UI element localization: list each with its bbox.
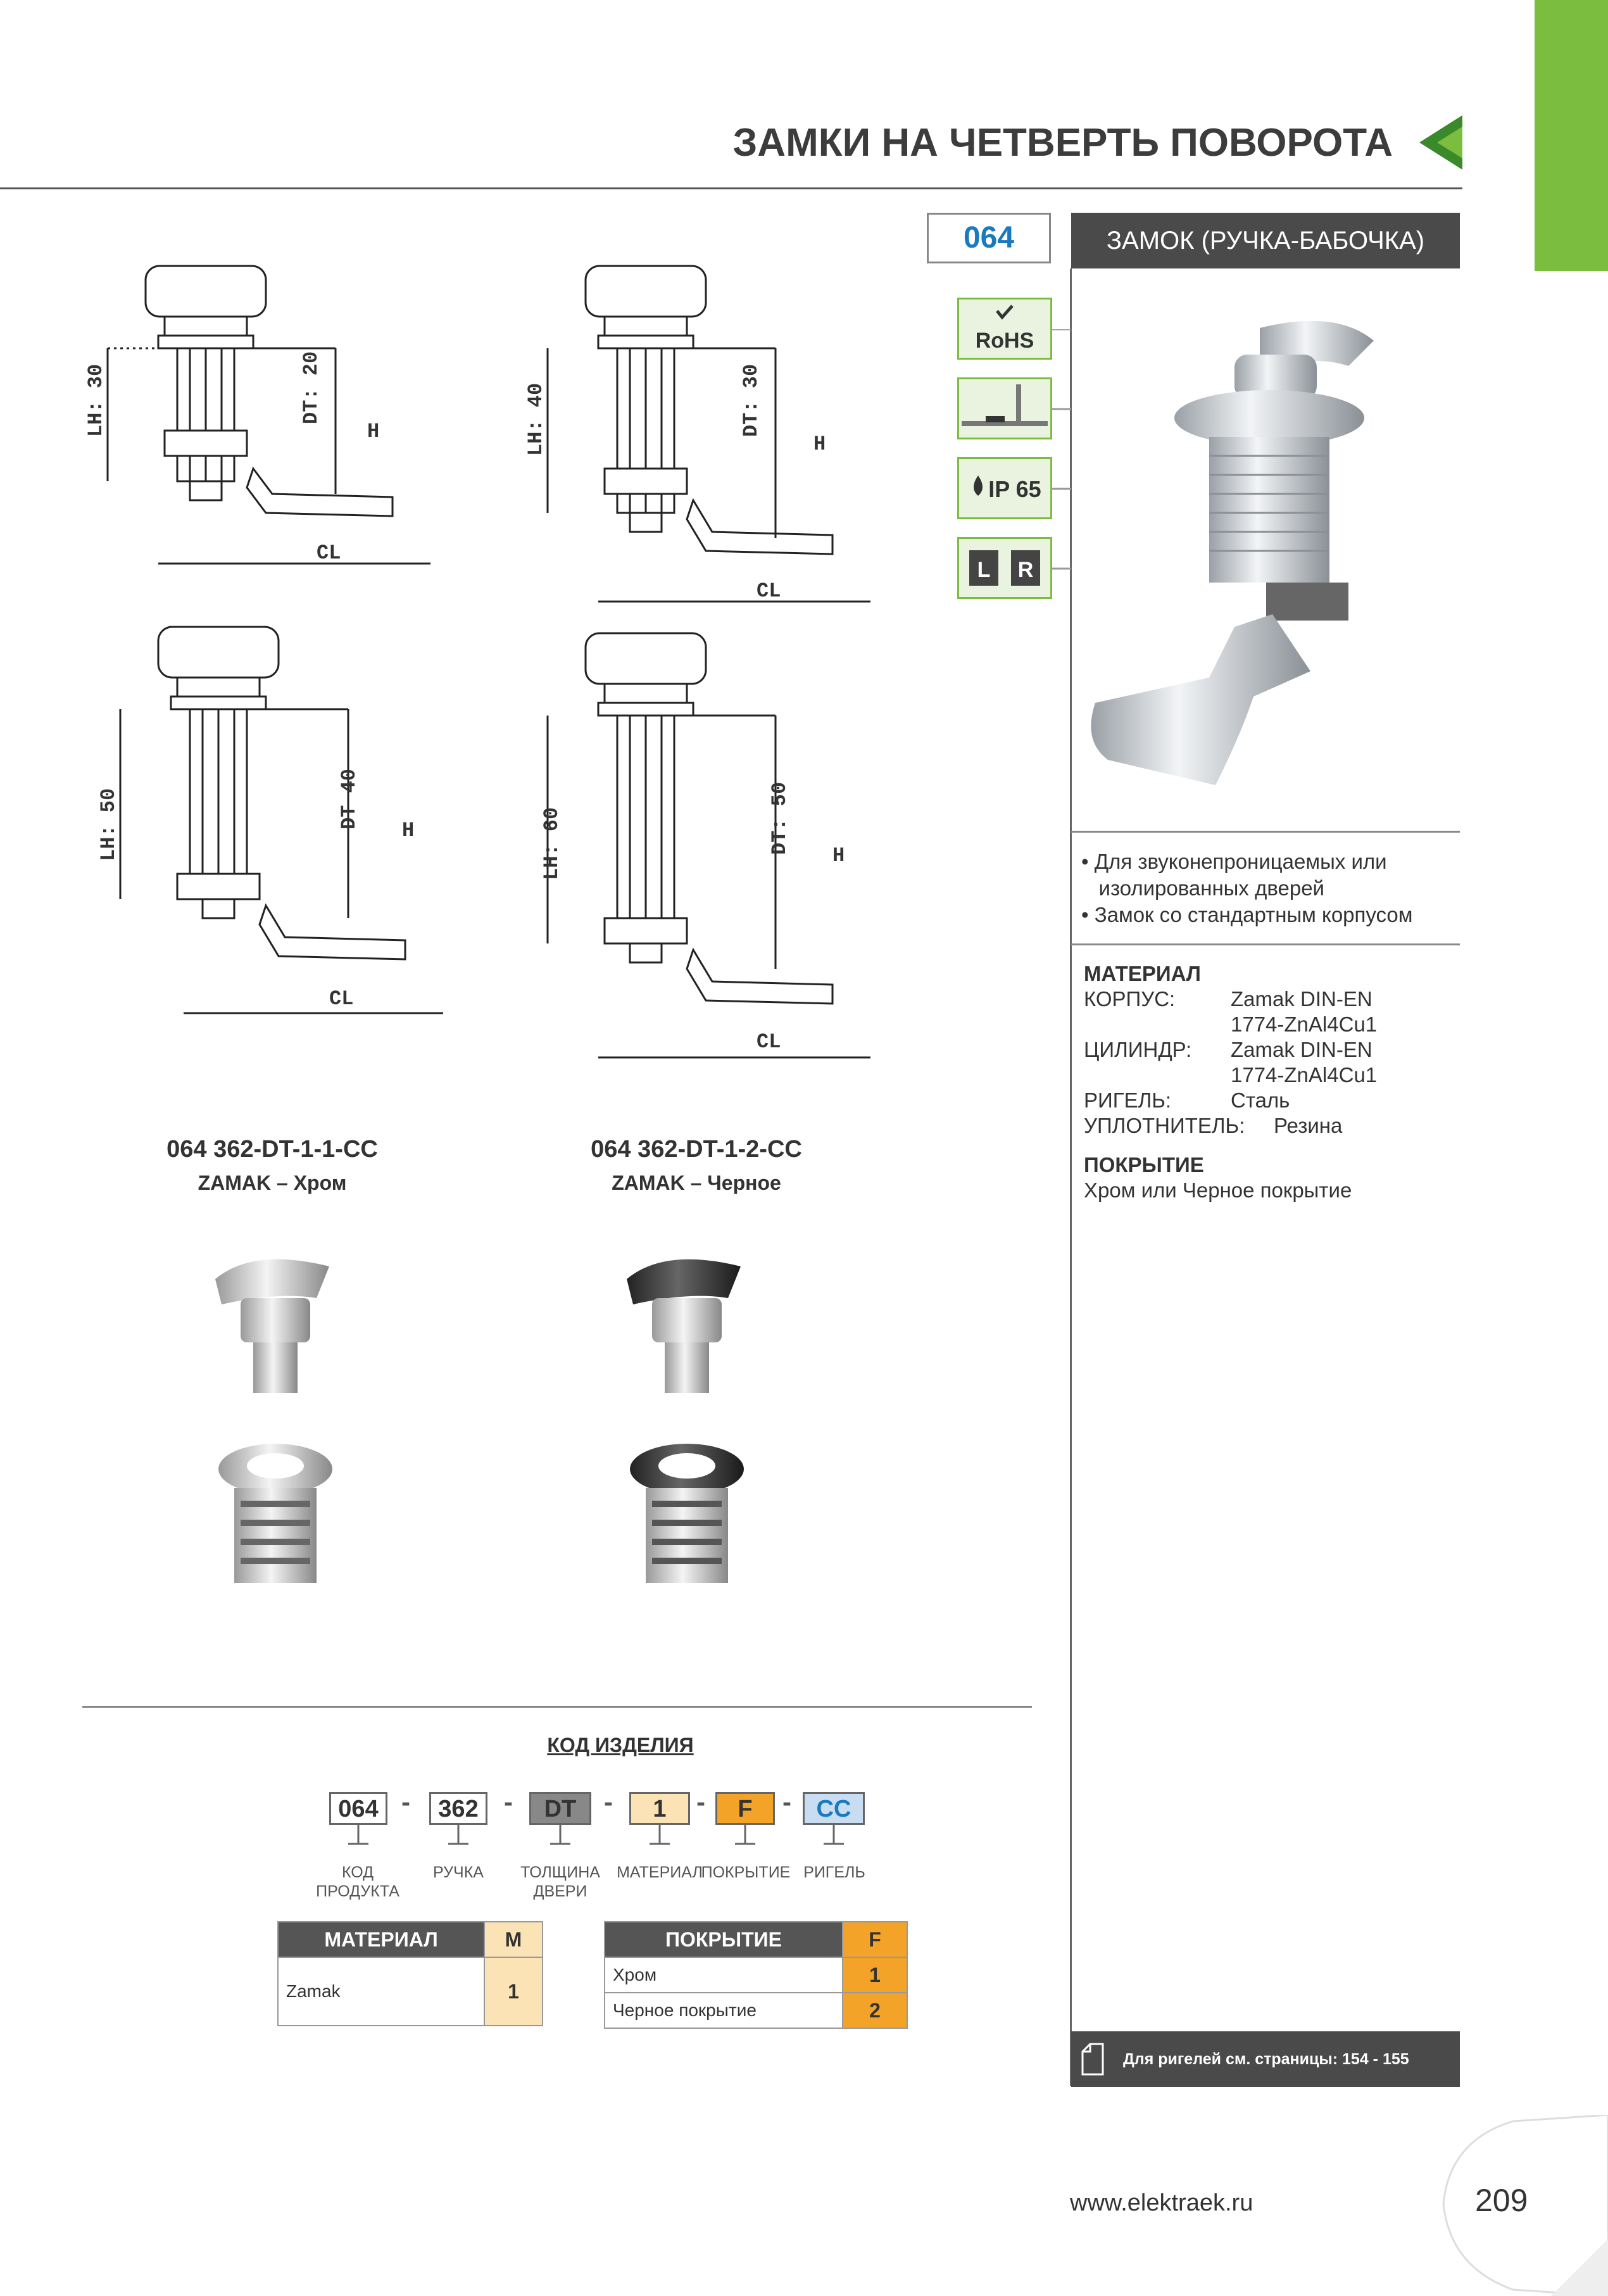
dim-cl: CL [329,987,354,1011]
table-cell: 2 [843,1993,907,2028]
material-key: УПЛОТНИТЕЛЬ: [1084,1114,1245,1137]
material-value: 1774-ZnAl4Cu1 [1231,1012,1378,1036]
feature-item: изолированных дверей [1081,876,1324,900]
dash: - [401,1787,410,1817]
product-name: ЗАМОК (РУЧКА-БАБОЧКА) [1071,213,1460,268]
material-value: Zamak DIN-EN [1231,987,1372,1011]
divider [1071,943,1460,945]
black-housing [630,1444,744,1583]
code-segment: 064 [329,1792,387,1825]
dim-dt: DT 40 [337,768,361,829]
segment-label: РИГЕЛЬ [803,1864,865,1881]
dim-cl: CL [317,541,341,565]
table-header: M [484,1922,543,1957]
dim-lh: LH: 40 [524,382,548,456]
variant-desc: ZAMAK – Черное [612,1171,781,1194]
segment-label: ПОКРЫТИЕ [701,1864,791,1881]
dim-dt: DT: 50 [768,781,791,855]
dim-dt: DT: 20 [299,351,323,424]
coating-title: ПОКРЫТИЕ [1084,1153,1204,1176]
code-segment: DT [529,1792,591,1825]
code-title: КОД ИЗДЕЛИЯ [547,1734,694,1757]
dim-lh: LH: 50 [97,788,120,861]
code-segment: 362 [429,1792,487,1825]
table-cell: Хром [605,1957,843,1993]
feature-item: • Для звуконепроницаемых или [1081,850,1387,873]
section-divider [82,1706,1032,1708]
material-value: Zamak DIN-EN [1231,1038,1372,1061]
dash: - [504,1787,513,1817]
dim-h: H [813,432,826,456]
material-value: Резина [1274,1114,1343,1137]
segment-label: РУЧКА [433,1864,484,1881]
table-cell: Черное покрытие [605,1993,843,2028]
material-title: МАТЕРИАЛ [1084,962,1201,985]
ip65-label: IP 65 [988,476,1041,502]
table-cell: 1 [843,1957,907,1993]
arrow-icon [1418,114,1464,171]
dash: - [696,1787,705,1817]
dim-h: H [367,420,380,443]
material-block [1084,961,1377,1203]
dim-h: H [832,844,845,867]
product-code: 064 [927,213,1051,263]
code-segment: CC [803,1792,865,1825]
technical-drawings [63,247,1051,1089]
dim-cl: CL [757,1030,781,1054]
drawing-4 [548,633,870,1057]
chrome-handle [215,1259,329,1393]
table-header: ПОКРЫТИЕ [605,1922,843,1957]
material-key [1084,1063,1231,1088]
variant-code: 064 362-DT-1-1-CC [166,1136,378,1163]
code-connectors [317,1825,886,1863]
material-key: РИГЕЛЬ: [1084,1088,1172,1112]
feature-item: • Замок со стандартным корпусом [1081,903,1413,926]
material-table [277,1921,543,2026]
code-segment: 1 [629,1792,690,1825]
icon-connectors [1052,329,1072,583]
segment-label: КОД ПРОДУКТА [316,1864,399,1900]
dash: - [782,1787,791,1817]
drawing-1 [108,266,430,564]
product-photo [1089,298,1443,804]
divider [1071,831,1460,833]
page-title: ЗАМКИ НА ЧЕТВЕРТЬ ПОВОРОТА [732,121,1393,165]
page-number: 209 [1475,2183,1528,2218]
feature-list [1081,848,1461,928]
variant-photos [190,1235,823,1627]
black-handle [627,1259,741,1393]
material-value: Сталь [1231,1088,1290,1112]
dim-h: H [402,819,415,842]
table-header: F [843,1922,907,1957]
rohs-label: RoHS [975,329,1034,353]
header-rule [0,187,1462,189]
svg-text:L: L [977,558,991,582]
note-text: Для ригелей см. страницы: 154 - 155 [1123,2050,1409,2068]
dim-dt: DT: 30 [739,363,763,437]
coating-table [604,1921,908,2029]
chrome-housing [218,1444,332,1583]
website-url: www.elektraek.ru [1070,2190,1253,2216]
material-key: КОРПУС: [1084,987,1176,1011]
variant-code: 064 362-DT-1-2-CC [591,1136,802,1163]
drawing-3 [120,627,443,1013]
variant-desc: ZAMAK – Хром [198,1171,347,1194]
segment-label: МАТЕРИАЛ [617,1864,703,1881]
dim-lh: LH: 30 [84,363,108,437]
table-cell: Zamak [278,1957,484,2026]
dim-lh: LH: 60 [540,807,563,880]
table-header: МАТЕРИАЛ [278,1922,484,1957]
segment-label: ТОЛЩИНА ДВЕРИ [520,1864,600,1900]
dash: - [604,1787,613,1817]
material-key: ЦИЛИНДР: [1084,1038,1192,1061]
note-bar [1071,2031,1460,2087]
code-segment: F [715,1792,775,1825]
document-icon [1080,2043,1105,2076]
green-tab [1535,0,1608,271]
coating-text: Хром или Черное покрытие [1084,1178,1352,1202]
material-key [1084,1012,1231,1037]
material-value: 1774-ZnAl4Cu1 [1231,1063,1378,1087]
dim-cl: CL [757,579,781,603]
table-cell: 1 [484,1957,543,2026]
svg-text:R: R [1017,558,1034,582]
